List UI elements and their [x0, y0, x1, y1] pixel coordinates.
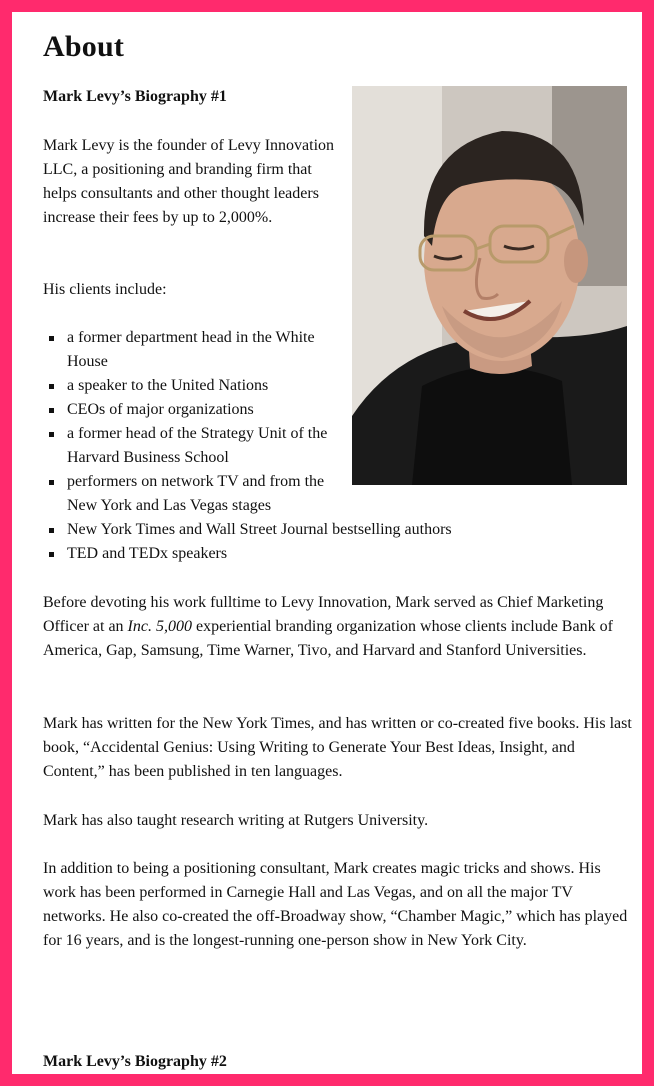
biography-1-heading: Mark Levy’s Biography #1 — [43, 88, 227, 105]
clients-intro: His clients include: — [43, 281, 167, 298]
magic-paragraph: In addition to being a positioning consultant, Mark creates magic tricks and shows. His work has been performed in Carnegie Hall and Las Vegas, and on all the major TV networks. He also co-created the off-Broadway show, “Chamber Magic,” which has played for 16 years, and is the longest-running one-person show in New York City. — [43, 860, 628, 949]
career-text-part1: Before devoting his work fulltime to Levy Innovation, Mark served as Chief Marketing Officer at an — [43, 594, 604, 635]
books-paragraph: Mark has written for the New York Times, and has written or co-created five books. His last book, “Accidental Genius: Using Writing to Generate Your Best Ideas, Insight, and Content,” has been published in ten languages. — [43, 715, 632, 780]
career-paragraph — [43, 591, 633, 663]
intro-paragraph: Mark Levy is the founder of Levy Innovation LLC, a positioning and branding firm that helps consultants and other thought leaders increase their fees by up to 2,000%. — [43, 137, 335, 226]
page-title: About — [43, 30, 125, 63]
client-item: performers on network TV and from the New York and Las Vegas stages — [43, 470, 333, 518]
clients-list — [43, 326, 452, 566]
client-item: a speaker to the United Nations — [43, 374, 452, 398]
teaching-paragraph: Mark has also taught research writing at Rutgers University. — [43, 812, 429, 829]
client-item: a former head of the Strategy Unit of the Harvard Business School — [43, 422, 333, 470]
career-text-part2: experiential branding organization whose clients include Bank of America, Gap, Samsung, Time Warner, Tivo, and Harvard and Stanford Universities. — [43, 618, 613, 659]
client-item: New York Times and Wall Street Journal bestselling authors — [43, 518, 452, 542]
client-item: TED and TEDx speakers — [43, 542, 452, 566]
biography-2-heading: Mark Levy’s Biography #2 — [43, 1053, 227, 1070]
client-item: CEOs of major organizations — [43, 398, 452, 422]
client-item: a former department head in the White House — [43, 326, 333, 374]
career-magazine-name: Inc. 5,000 — [127, 618, 192, 635]
